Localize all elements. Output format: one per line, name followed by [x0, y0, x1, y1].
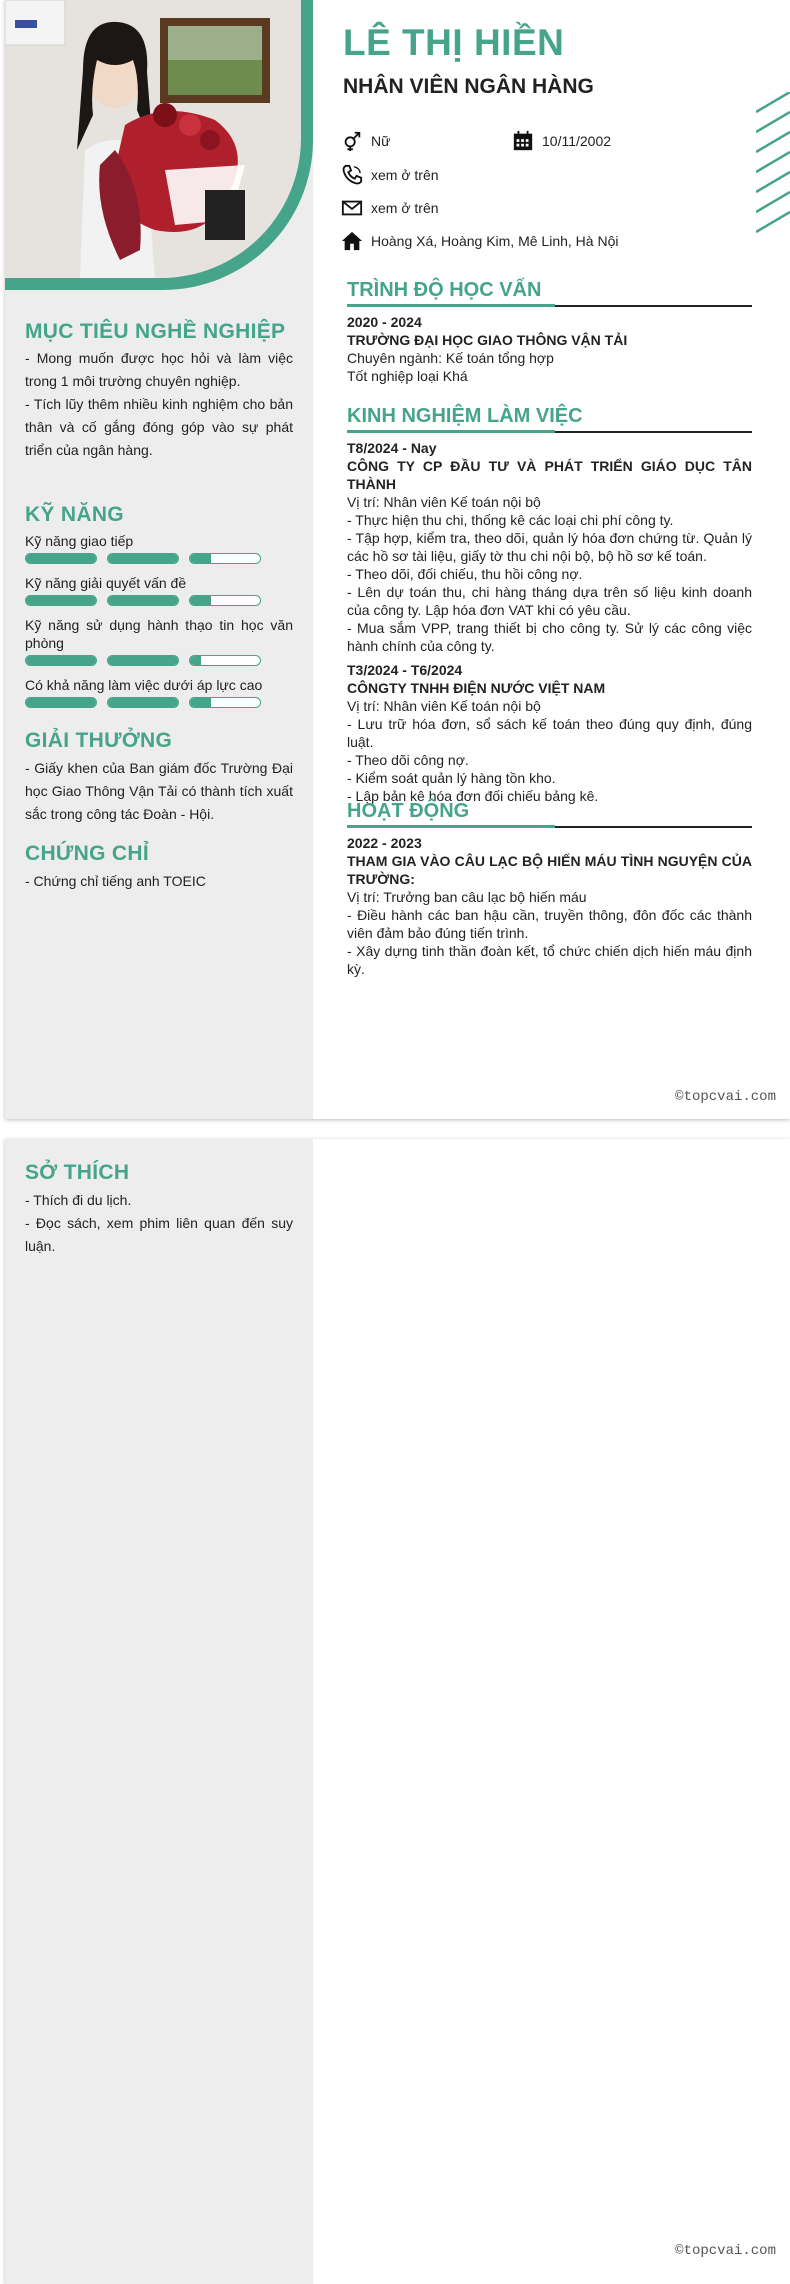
education-school: TRƯỜNG ĐẠI HỌC GIAO THÔNG VẬN TẢI [347, 332, 628, 348]
job-title: NHÂN VIÊN NGÂN HÀNG [343, 75, 594, 98]
job-line: - Thực hiện thu chi, thống kê các loại chi phí công ty. [347, 512, 674, 528]
full-name: LÊ THỊ HIỀN [343, 22, 565, 63]
education-title: TRÌNH ĐỘ HỌC VẤN [347, 279, 752, 307]
skill-label: Có khả năng làm việc dưới áp lực cao [25, 677, 263, 693]
skill-bar [189, 655, 261, 666]
job-line: - Theo dõi, đối chiếu, thu hồi công nợ. [347, 566, 583, 582]
education-entry [347, 313, 752, 385]
skill-bar [25, 697, 97, 708]
address-value: Hoàng Xá, Hoàng Kim, Mê Linh, Hà Nội [371, 233, 619, 249]
activity-org: THAM GIA VÀO CÂU LẠC BỘ HIẾN MÁU TÌNH NGUYỆN CỦA TRƯỜNG: [347, 853, 752, 887]
experience-entry [347, 439, 752, 655]
objective-line: - Tích lũy thêm nhiều kinh nghiệm cho bản thân và cố gắng đóng góp vào sự phát triển của ngân hàng. [25, 396, 293, 458]
skill-item [25, 574, 293, 606]
skill-bar [189, 697, 261, 708]
certificate-line: - Chứng chỉ tiếng anh TOEIC [25, 873, 206, 889]
certificates-text [25, 870, 293, 893]
job-company: CÔNG TY CP ĐẦU TƯ VÀ PHÁT TRIỂN GIÁO DỤC TÂN THÀNH [347, 458, 752, 492]
profile-photo-area [5, 0, 313, 290]
skill-item [25, 676, 293, 708]
experience-title: KINH NGHIỆM LÀM VIỆC [347, 405, 752, 433]
photo-illustration [5, 0, 301, 278]
activity-period: 2022 - 2023 [347, 835, 422, 851]
activity-entry [347, 834, 752, 978]
skill-bar [107, 655, 179, 666]
hobby-line: - Thích đi du lịch. [25, 1192, 132, 1208]
awards-title: GIẢI THƯỞNG [25, 729, 173, 752]
hobbies-title: SỞ THÍCH [25, 1161, 130, 1184]
phone-value: xem ở trên [371, 167, 439, 183]
watermark: ©topcvai.com [675, 1089, 776, 1105]
experience-section [347, 405, 752, 805]
objective-title: MỤC TIÊU NGHỀ NGHIỆP [25, 320, 286, 343]
skill-bars [25, 553, 293, 564]
skill-item [25, 532, 293, 564]
watermark: ©topcvai.com [675, 2243, 776, 2259]
email-value: xem ở trên [371, 200, 439, 216]
award-line: - Giấy khen của Ban giám đốc Trường Đại học Giao Thông Vận Tải có thành tích xuất sắc trong công tác Đoàn - Hội. [25, 760, 293, 822]
activity-line: - Điều hành các ban hậu cần, truyền thông, đôn đốc các thành viên đảm bảo đúng tiến trình. [347, 907, 752, 941]
skill-bar [107, 595, 179, 606]
skill-bar [25, 553, 97, 564]
job-line: - Tập hợp, kiểm tra, theo dõi, quản lý hóa đơn chứng từ. Quản lý các hồ sơ tài liệu, giấy tờ thu chi nội bộ, bộ hồ sơ kế toán. [347, 530, 752, 564]
cv-page-2 [5, 1139, 790, 2284]
certificates-title: CHỨNG CHỈ [25, 842, 149, 865]
home-icon [341, 230, 363, 252]
skill-label: Kỹ năng sử dụng hành thạo tin học văn phòng [25, 617, 293, 651]
job-line: Vị trí: Nhân viên Kế toán nội bộ [347, 698, 541, 714]
awards-text [25, 757, 293, 826]
skill-bar [107, 553, 179, 564]
education-period: 2020 - 2024 [347, 314, 422, 330]
job-line: - Theo dõi công nợ. [347, 752, 469, 768]
education-line: Chuyên ngành: Kế toán tổng hợp [347, 350, 554, 366]
activities-section [347, 800, 752, 978]
education-line: Tốt nghiệp loại Khá [347, 368, 468, 384]
job-company: CÔNGTY TNHH ĐIỆN NƯỚC VIỆT NAM [347, 680, 606, 696]
objective-line: - Mong muốn được học hỏi và làm việc trong 1 môi trường chuyên nghiệp. [25, 350, 293, 389]
skill-bars [25, 595, 293, 606]
skill-bar [189, 553, 261, 564]
address-info [341, 230, 618, 252]
skills-title: KỸ NĂNG [25, 503, 124, 526]
hobbies-text [25, 1189, 293, 1258]
gender-value: Nữ [371, 133, 391, 149]
cv-page-1 [5, 0, 790, 1119]
skill-label: Kỹ năng giao tiếp [25, 533, 134, 549]
job-line: - Lập bản kê hóa đơn đối chiếu bảng kê. [347, 788, 599, 804]
job-period: T3/2024 - T6/2024 [347, 662, 463, 678]
education-section [347, 279, 752, 385]
job-line: - Mua sắm VPP, trang thiết bị cho công ty. Sử lý các công việc hành chính của công ty. [347, 620, 752, 654]
skill-item [25, 616, 293, 666]
phone-info [341, 164, 439, 186]
profile-photo [5, 0, 301, 278]
hobby-line: - Đọc sách, xem phim liên quan đến suy luận. [25, 1215, 293, 1254]
gender-info [341, 130, 390, 152]
job-line: - Lên dự toán thu, chi hàng tháng dựa trên số liệu kinh doanh của công ty. Lập hóa đơn VAT khi có yêu cầu. [347, 584, 752, 618]
decorative-stripes [756, 92, 790, 242]
skill-bar [107, 697, 179, 708]
activity-line: Vị trí: Trưởng ban câu lạc bộ hiến máu [347, 889, 587, 905]
skill-bar [189, 595, 261, 606]
email-info [341, 197, 439, 219]
birthday-value: 10/11/2002 [542, 133, 612, 149]
skill-bars [25, 655, 293, 666]
skill-bars [25, 697, 293, 708]
experience-entry [347, 661, 752, 805]
calendar-icon [512, 130, 534, 152]
objective-text [25, 347, 293, 462]
email-icon [341, 197, 363, 219]
gender-icon [341, 130, 363, 152]
job-line: Vị trí: Nhân viên Kế toán nội bộ [347, 494, 541, 510]
skill-label: Kỹ năng giải quyết vấn đề [25, 575, 187, 591]
job-line: - Lưu trữ hóa đơn, sổ sách kế toán theo đúng quy định, đúng luật. [347, 716, 752, 750]
skill-bar [25, 595, 97, 606]
activities-title: HOẠT ĐỘNG [347, 800, 752, 828]
birthday-info [512, 130, 611, 152]
job-period: T8/2024 - Nay [347, 440, 437, 456]
activity-line: - Xây dựng tinh thần đoàn kết, tổ chức chiến dịch hiến máu định kỳ. [347, 943, 752, 977]
phone-icon [341, 164, 363, 186]
left-sidebar [5, 1139, 313, 2284]
job-line: - Kiểm soát quản lý hàng tồn kho. [347, 770, 556, 786]
skill-bar [25, 655, 97, 666]
